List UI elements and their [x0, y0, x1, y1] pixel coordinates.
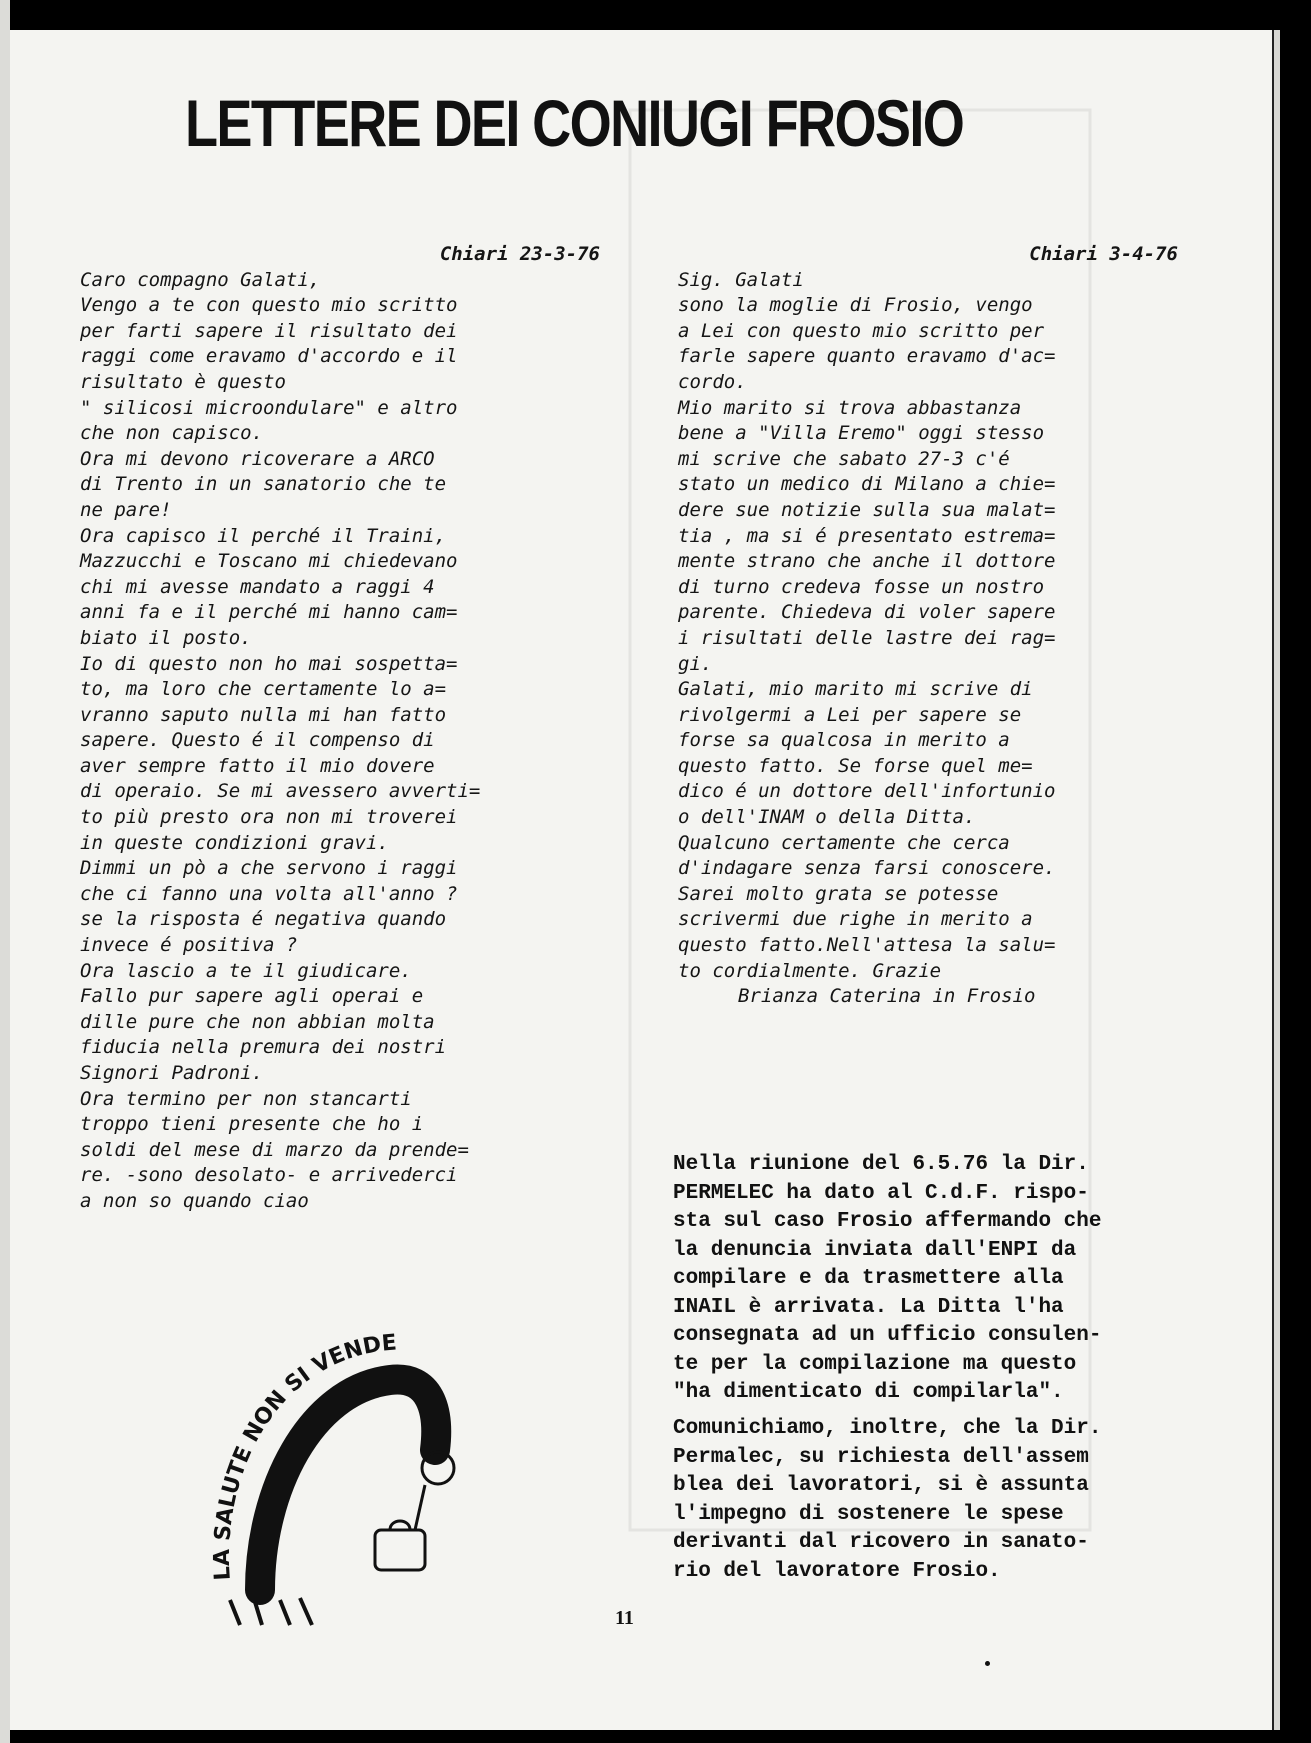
- page-left-edge: [0, 0, 10, 1743]
- text-line: Sig. Galati: [678, 268, 804, 291]
- text-line: vranno saputo nulla mi han fatto: [80, 703, 447, 726]
- text-line: mi scrive che sabato 27-3 c'é: [678, 447, 1010, 470]
- text-line: gi.: [678, 652, 713, 675]
- text-line: d'indagare senza farsi conoscere.: [678, 857, 1056, 880]
- text-line: derivanti dal ricovero in sanato-: [673, 1531, 1089, 1554]
- text-line: bene a "Villa Eremo" oggi stesso: [678, 422, 1045, 445]
- text-line: dille pure che non abbian molta: [80, 1010, 435, 1033]
- document-page: [10, 30, 1272, 1730]
- text-line: to cordialmente. Grazie: [678, 959, 942, 982]
- ink-dot: [985, 1661, 990, 1666]
- text-line: di Trento in un sanatorio che te: [80, 473, 447, 496]
- text-line: " silicosi microondulare" e altro: [80, 396, 458, 419]
- text-line: Ora capisco il perché il Traini,: [80, 524, 447, 547]
- text-line: consegnata ad un ufficio consulen-: [673, 1324, 1102, 1347]
- text-line: PERMELEC ha dato al C.d.F. rispo-: [673, 1181, 1089, 1205]
- letter-body: [80, 268, 600, 1215]
- text-line: to, ma loro che certamente lo a=: [80, 678, 447, 701]
- text-line: i risultati delle lastre dei rag=: [678, 626, 1056, 649]
- text-line: se la risposta é negativa quando: [80, 908, 447, 931]
- text-line: tia , ma si é presentato estrema=: [678, 524, 1056, 547]
- text-line: to più presto ora non mi troverei: [80, 806, 458, 829]
- text-line: "ha dimenticato di compilarla".: [673, 1381, 1064, 1404]
- text-line: raggi come eravamo d'accordo e il: [80, 345, 458, 368]
- text-line: aver sempre fatto il mio dovere: [80, 754, 435, 777]
- text-line: fiducia nella premura dei nostri: [80, 1036, 447, 1059]
- text-line: stato un medico di Milano a chie=: [678, 473, 1056, 496]
- text-line: a non so quando ciao: [80, 1189, 309, 1212]
- text-line: di operaio. Se mi avessero avverti=: [80, 780, 481, 803]
- text-line: rivolgermi a Lei per sapere se: [678, 703, 1022, 726]
- letter-wife: [678, 242, 1178, 1010]
- letter-body: [678, 268, 1178, 985]
- text-line: Mazzucchi e Toscano mi chiedevano: [80, 550, 458, 573]
- text-line: Ora mi devono ricoverare a ARCO: [80, 447, 435, 470]
- page-number: 11: [615, 1607, 634, 1629]
- text-line: Mio marito si trova abbastanza: [678, 396, 1022, 419]
- bulletin-paragraph: [673, 1415, 1101, 1586]
- text-line: biato il posto.: [80, 626, 252, 649]
- text-line: parente. Chiedeva di voler sapere: [678, 601, 1056, 624]
- text-line: Dimmi un pò a che servono i raggi: [80, 857, 458, 880]
- text-line: compilare e da trasmettere alla: [673, 1267, 1064, 1290]
- letter-signature: Brianza Caterina in Frosio: [738, 985, 1036, 1008]
- bulletin-paragraph: [673, 1151, 1101, 1408]
- text-line: Sarei molto grata se potesse: [678, 882, 999, 905]
- text-line: blea dei lavoratori, si è assunta: [673, 1474, 1089, 1497]
- text-line: scrivermi due righe in merito a: [678, 908, 1033, 931]
- text-line: o dell'INAM o della Ditta.: [678, 806, 976, 829]
- text-line: Comunichiamo, inoltre, che la Dir.: [673, 1417, 1102, 1440]
- text-line: ne pare!: [80, 498, 172, 521]
- text-line: Qualcuno certamente che cerca: [678, 831, 1010, 854]
- cartoon-caption: LA SALUTE NON SI VENDE: [210, 1330, 398, 1582]
- text-line: te per la compilazione ma questo: [673, 1352, 1077, 1376]
- page-title: LETTERE DEI CONIUGI FROSIO: [185, 86, 964, 160]
- text-line: Ora lascio a te il giudicare.: [80, 959, 412, 982]
- text-line: anni fa e il perché mi hanno cam=: [80, 601, 458, 624]
- text-line: INAIL è arrivata. La Ditta l'ha: [673, 1295, 1064, 1319]
- text-line: dico é un dottore dell'infortunio: [678, 780, 1056, 803]
- text-line: forse sa qualcosa in merito a: [678, 729, 1010, 752]
- text-line: risultato è questo: [80, 370, 286, 393]
- text-line: dere sue notizie sulla sua malat=: [678, 498, 1056, 521]
- worker-carrying-bag-drawing-icon: [200, 1280, 500, 1640]
- text-line: invece é positiva ?: [80, 934, 298, 957]
- text-line: farle sapere quanto eravamo d'ac=: [678, 345, 1056, 368]
- text-line: soldi del mese di marzo da prende=: [80, 1138, 469, 1161]
- text-line: la denuncia inviata dall'ENPI da: [673, 1238, 1077, 1262]
- letter-date: Chiari 3-4-76: [1029, 243, 1178, 265]
- text-line: a Lei con questo mio scritto per: [678, 319, 1045, 342]
- text-line: Galati, mio marito mi scrive di: [678, 678, 1033, 701]
- text-line: Permalec, su richiesta dell'assem: [673, 1445, 1089, 1469]
- letter-husband: [80, 242, 600, 1215]
- page-right-edge: [1272, 30, 1280, 1730]
- text-line: che non capisco.: [80, 422, 264, 445]
- text-line: in queste condizioni gravi.: [80, 831, 389, 854]
- text-line: Nella riunione del 6.5.76 la Dir.: [673, 1153, 1089, 1176]
- text-line: sono la moglie di Frosio, vengo: [678, 294, 1033, 317]
- text-line: Caro compagno Galati,: [80, 268, 321, 291]
- text-line: che ci fanno una volta all'anno ?: [80, 882, 458, 905]
- text-line: Io di questo non ho mai sospetta=: [80, 652, 458, 675]
- text-line: l'impegno di sostenere le spese: [673, 1502, 1064, 1526]
- text-line: Vengo a te con questo mio scritto: [80, 294, 458, 317]
- text-line: Signori Padroni.: [80, 1062, 264, 1084]
- text-line: questo fatto.Nell'attesa la salu=: [678, 934, 1056, 957]
- text-line: Fallo pur sapere agli operai e: [80, 985, 424, 1008]
- text-line: cordo.: [678, 370, 747, 393]
- letter-date: Chiari 23-3-76: [439, 243, 600, 265]
- text-line: Ora termino per non stancarti: [80, 1087, 412, 1110]
- text-line: per farti sapere il risultato dei: [80, 319, 458, 342]
- text-line: sta sul caso Frosio affermando che: [673, 1210, 1102, 1233]
- text-line: chi mi avesse mandato a raggi 4: [80, 575, 435, 598]
- text-line: sapere. Questo é il compenso di: [80, 729, 435, 752]
- text-line: mente strano che anche il dottore: [678, 550, 1056, 573]
- text-line: questo fatto. Se forse quel me=: [678, 754, 1033, 777]
- text-line: re. -sono desolato- e arrivederci: [80, 1164, 458, 1187]
- text-line: rio del lavoratore Frosio.: [673, 1559, 1001, 1583]
- text-line: troppo tieni presente che ho i: [80, 1113, 424, 1136]
- text-line: di turno credeva fosse un nostro: [678, 575, 1045, 598]
